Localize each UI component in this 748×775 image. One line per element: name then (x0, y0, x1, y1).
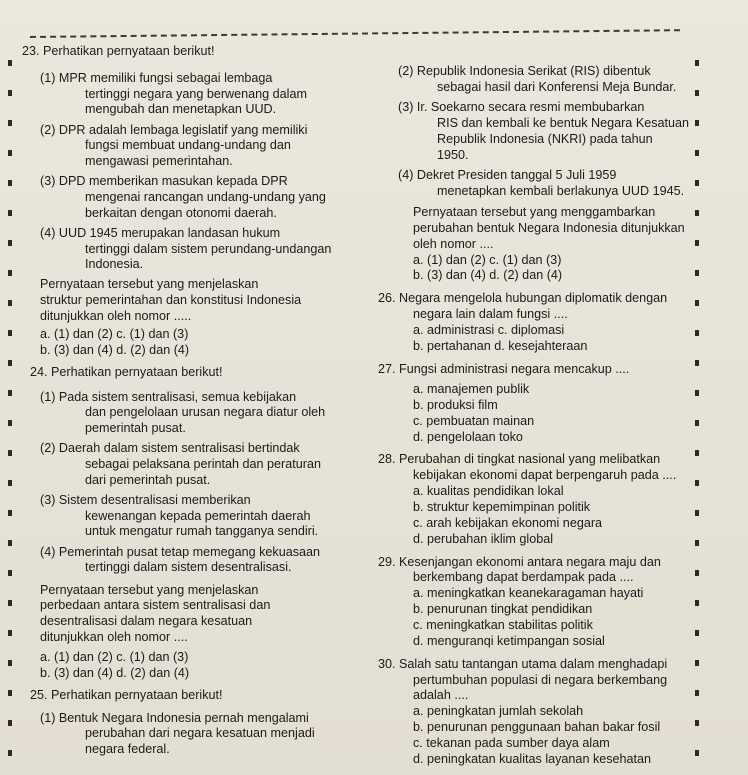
right-text-line: 26. Negara mengelola hubungan diplomatik dengan (378, 291, 668, 306)
left-text-line: Indonesia. (85, 257, 144, 272)
left-text-line: untuk mengatur rumah tangganya sendiri. (85, 524, 319, 539)
left-text-line: dari pemerintah pusat. (85, 472, 211, 487)
right-text-line: perubahan bentuk Negara Indonesia ditunjukkan (413, 220, 685, 235)
right-text-line: Pernyataan tersebut yang menggambarkan (413, 204, 656, 219)
left-text-line: tertinggi dalam sistem perundang-undangan (85, 241, 332, 256)
right-text-line: b. struktur kepemimpinan politik (413, 500, 591, 514)
left-text-line: berkaitan dengan otonomi daerah. (85, 205, 277, 220)
right-text-line: c. meningkatkan stabilitas politik (413, 618, 593, 632)
right-text-line: Republik Indonesia (NKRI) pada tahun (437, 132, 653, 147)
left-text-line: fungsi membuat undang-undang dan (85, 138, 291, 153)
left-text-line: pemerintah pusat. (85, 421, 186, 436)
left-text-line: (1) MPR memiliki fungsi sebagai lembaga (40, 70, 273, 85)
right-text-line: d. menguranqi ketimpangan sosial (413, 633, 605, 648)
left-text-line: (4) Pemerintah pusat tetap memegang kekuasaan (40, 544, 321, 559)
right-text-line: (2) Republik Indonesia Serikat (RIS) dibentuk (398, 64, 651, 78)
right-text-line: pertumbuhan populasi di negara berkembang (413, 672, 668, 687)
left-text-line: struktur pemerintahan dan konstitusi Indonesia (40, 293, 302, 308)
left-text-line: a. (1) dan (2) c. (1) dan (3) (40, 326, 189, 341)
right-text-line: a. manajemen publik (413, 381, 530, 396)
right-text-line: a. peningkatan jumlah sekolah (413, 704, 584, 719)
left-text-line: perubahan dari negara kesatuan menjadi (85, 726, 315, 741)
left-text-line: tertinggi dalam sistem desentralisasi. (85, 560, 292, 575)
left-text-line: (1) Pada sistem sentralisasi, semua kebijakan (40, 389, 297, 404)
left-text-line: (2) Daerah dalam sistem sentralisasi bertindak (40, 441, 300, 456)
right-text-line: menetapkan kembali berlakunya UUD 1945. (437, 184, 685, 199)
left-text-line: Pernyataan tersebut yang menjelaskan (40, 582, 259, 597)
left-text-line: 23. Perhatikan pernyataan berikut! (22, 44, 215, 58)
left-text-line: Pernyataan tersebut yang menjelaskan (40, 277, 259, 292)
left-text-line: mengenai rancangan undang-undang yang (85, 189, 326, 204)
right-text-line: negara lain dalam fungsi .... (413, 307, 568, 321)
left-text-line: 24. Perhatikan pernyataan berikut! (30, 364, 223, 379)
right-text-line: (4) Dekret Presiden tanggal 5 Juli 1959 (398, 168, 617, 183)
left-text-line: dan pengelolaan urusan negara diatur oleh (85, 405, 326, 420)
right-text-line: 1950. (437, 148, 469, 162)
left-text-line: ditunjukkan oleh nomor ..... (40, 308, 192, 323)
left-text-line: (3) Sistem desentralisasi memberikan (40, 492, 251, 507)
right-text-line: c. arah kebijakan ekonomi negara (413, 515, 603, 530)
left-text-line: b. (3) dan (4) d. (2) dan (4) (40, 665, 190, 680)
right-text-line: RIS dan kembali ke bentuk Negara Kesatuan (437, 116, 690, 131)
right-text-line: b. (3) dan (4) d. (2) dan (4) (413, 268, 563, 283)
right-text-line: a. meningkatkan keanekaragaman hayati (413, 586, 644, 601)
left-text-line: negara federal. (85, 742, 170, 756)
left-text-line: (2) DPR adalah lembaga legislatif yang memiliki (40, 122, 308, 137)
left-text-line: mengawasi pemerintahan. (85, 154, 233, 168)
right-text-line: adalah .... (413, 688, 469, 703)
right-text-line: b. produksi film (413, 397, 498, 412)
right-text-line: kebijakan ekonomi dapat berpengaruh pada .... (413, 468, 677, 483)
left-text-line: desentralisasi dalam negara kesatuan (40, 614, 253, 629)
left-text-line: 25. Perhatikan pernyataan berikut! (30, 688, 223, 703)
right-text-line: d. peningkatan kualitas layanan kesehatan (413, 752, 652, 766)
left-text-line: (4) UUD 1945 merupakan landasan hukum (40, 225, 281, 240)
left-text-line: (3) DPD memberikan masukan kepada DPR (40, 174, 288, 189)
left-text-line: sebagai pelaksana perintah dan peraturan (85, 457, 321, 471)
left-text-line: b. (3) dan (4) d. (2) dan (4) (40, 342, 190, 357)
right-text-line: 27. Fungsi administrasi negara mencakup .... (378, 361, 630, 376)
right-text-line: 28. Perubahan di tingkat nasional yang melibatkan (378, 452, 661, 467)
right-text-line: (3) Ir. Soekarno secara resmi membubarkan (398, 100, 645, 115)
right-text-line: d. perubahan iklim global (413, 531, 554, 546)
left-text-line: mengubah dan menetapkan UUD. (85, 102, 277, 117)
left-text-line: tertinggi negara yang berwenang dalam (85, 86, 307, 101)
right-text-line: 30. Salah satu tantangan utama dalam menghadapi (378, 656, 668, 671)
left-text-line: kewenangan kepada pemerintah daerah (85, 508, 311, 523)
left-text-line: (1) Bentuk Negara Indonesia pernah mengalami (40, 710, 309, 725)
left-text-line: a. (1) dan (2) c. (1) dan (3) (40, 650, 189, 664)
right-text-line: 29. Kesenjangan ekonomi antara negara maju dan (378, 554, 661, 569)
right-text-line: a. administrasi c. diplomasi (413, 322, 565, 337)
left-text-line: ditunjukkan oleh nomor .... (40, 629, 188, 644)
right-text-line: b. pertahanan d. kesejahteraan (413, 338, 588, 353)
right-text-line: a. (1) dan (2) c. (1) dan (3) (413, 252, 562, 267)
right-text-line: a. kualitas pendidikan lokal (413, 484, 564, 499)
right-column (378, 0, 748, 775)
right-text-line: b. penurunan tingkat pendidikan (413, 602, 593, 617)
right-text-line: d. pengelolaan toko (413, 429, 523, 444)
left-text-line: perbedaan antara sistem sentralisasi dan (40, 598, 271, 613)
right-text-line: sebagai hasil dari Konferensi Meja Bundar. (437, 79, 677, 94)
right-text-line: b. penurunan penggunaan bahan bakar fosil (413, 720, 661, 735)
right-text-line: c. tekanan pada sumber daya alam (413, 736, 610, 751)
right-text-line: berkembang dapat berdampak pada .... (413, 570, 634, 585)
right-text-line: c. pembuatan mainan (413, 413, 535, 428)
right-text-line: oleh nomor .... (413, 236, 494, 251)
